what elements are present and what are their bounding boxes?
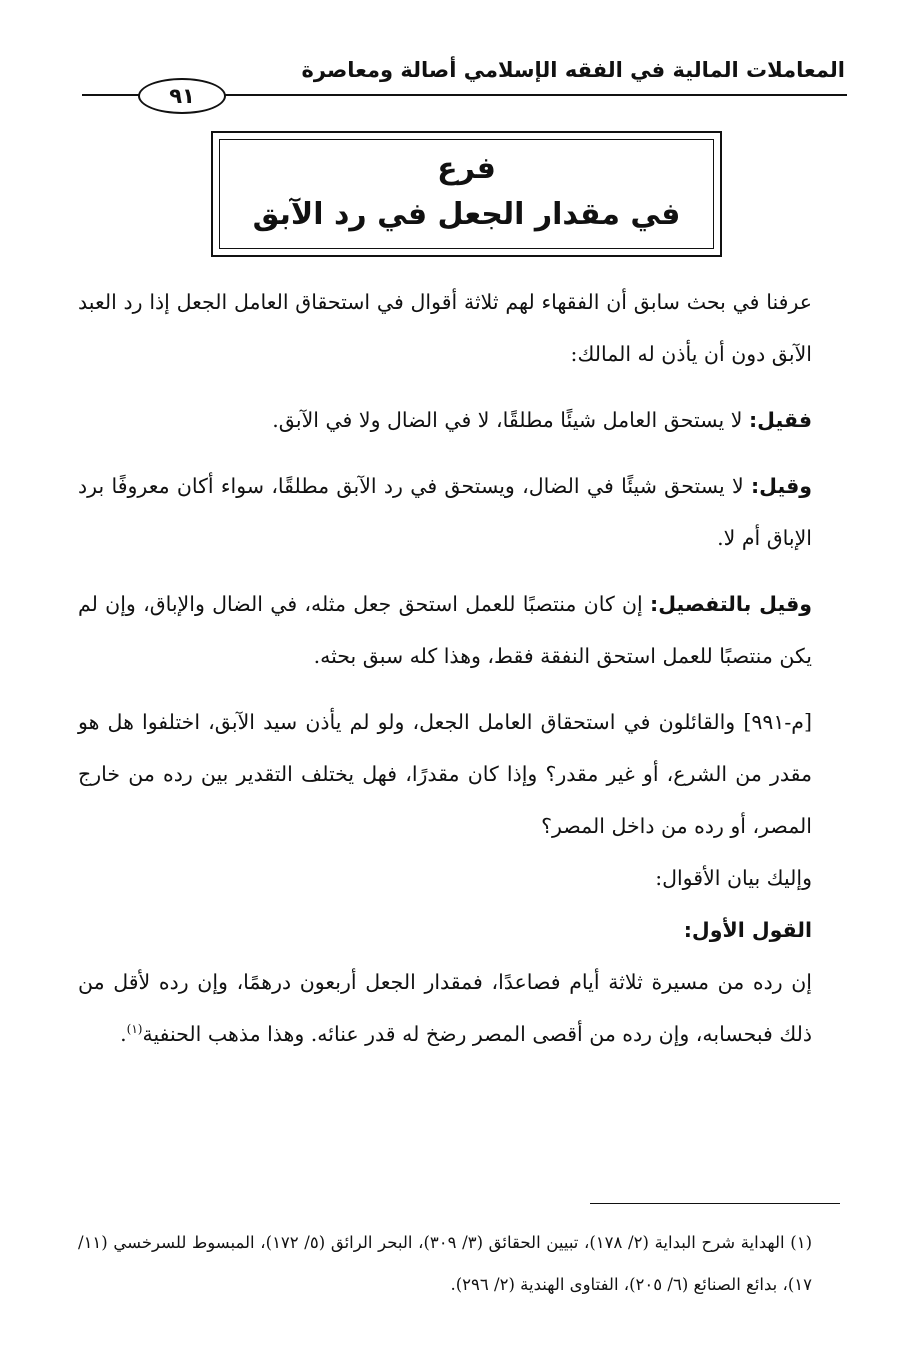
opinion-3-text: إن كان منتصبًا للعمل استحق جعل مثله، في الضال والإباق، وإن لم يكن منتصبًا للعمل استحق النفقة فقط، وهذا كله سبق بحثه. (78, 592, 812, 668)
paragraph-opinion-3 (78, 578, 842, 682)
running-header-title: المعاملات المالية في الفقه الإسلامي أصالة ومعاصرة (301, 58, 845, 82)
paragraph-opinion-1 (78, 394, 842, 446)
page-number: ٩١ (138, 78, 226, 114)
first-opinion-heading: القول الأول: (683, 918, 812, 942)
opinion-1-label: فقيل: (748, 408, 812, 432)
footnotes (78, 1222, 842, 1306)
opinion-2-text: لا يستحق شيئًا في الضال، ويستحق في رد الآبق مطلقًا، سواء أكان معروفًا برد الإباق أم لا. (78, 474, 812, 550)
opinion-1-text: لا يستحق العامل شيئًا مطلقًا، لا في الضال ولا في الآبق. (272, 408, 749, 432)
footnote-reference[interactable]: (١) (126, 1022, 143, 1037)
first-opinion-end: . (120, 1022, 127, 1046)
section-title: في مقدار الجعل في رد الآبق (252, 197, 681, 232)
paragraph-opinion-2 (78, 460, 842, 564)
opinion-heading-first (78, 904, 842, 956)
paragraph-intro: عرفنا في بحث سابق أن الفقهاء لهم ثلاثة أقوال في استحقاق العامل الجعل إذا رد العبد الآبق دون أن يأذن له المالك: (78, 290, 813, 366)
paragraph-issue-991: [م-٩٩١] والقائلون في استحقاق العامل الجعل، ولو لم يأذن سيد الآبق، اختلفوا هل هو مقدر من الشرع، أو غير مقدر؟ وإذا كان مقدرًا، فهل يختلف التقدير بين رده من خارج المصر، أو رده من داخل المصر؟ (78, 710, 812, 838)
paragraph-lead: وإليك بيان الأقوال: (655, 866, 812, 890)
footnote-separator (590, 1203, 840, 1204)
section-title-label: فرع (437, 151, 496, 186)
section-title-box (211, 131, 722, 257)
body-text (78, 276, 842, 1060)
paragraph-first-opinion (78, 956, 842, 1060)
footnote-1: (١) الهداية شرح البداية (٢/ ١٧٨)، تبيين الحقائق (٣/ ٣٠٩)، البحر الرائق (٥/ ١٧٢)، المبسوط للسرخسي (١١/ ١٧)، بدائع الصنائع (٦/ ٢٠٥)، الفتاوى الهندية (٢/ ٢٩٦). (78, 1233, 813, 1294)
opinion-2-label: وقيل: (750, 474, 812, 498)
first-opinion-text: إن رده من مسيرة ثلاثة أيام فصاعدًا، فمقدار الجعل أربعون درهمًا، وإن رده لأقل من ذلك فبحسابه، وإن رده من أقصى المصر رضخ له قدر عنائه. وهذا مذهب الحنفية (78, 970, 812, 1046)
opinion-3-label: وقيل بالتفصيل: (650, 592, 813, 616)
